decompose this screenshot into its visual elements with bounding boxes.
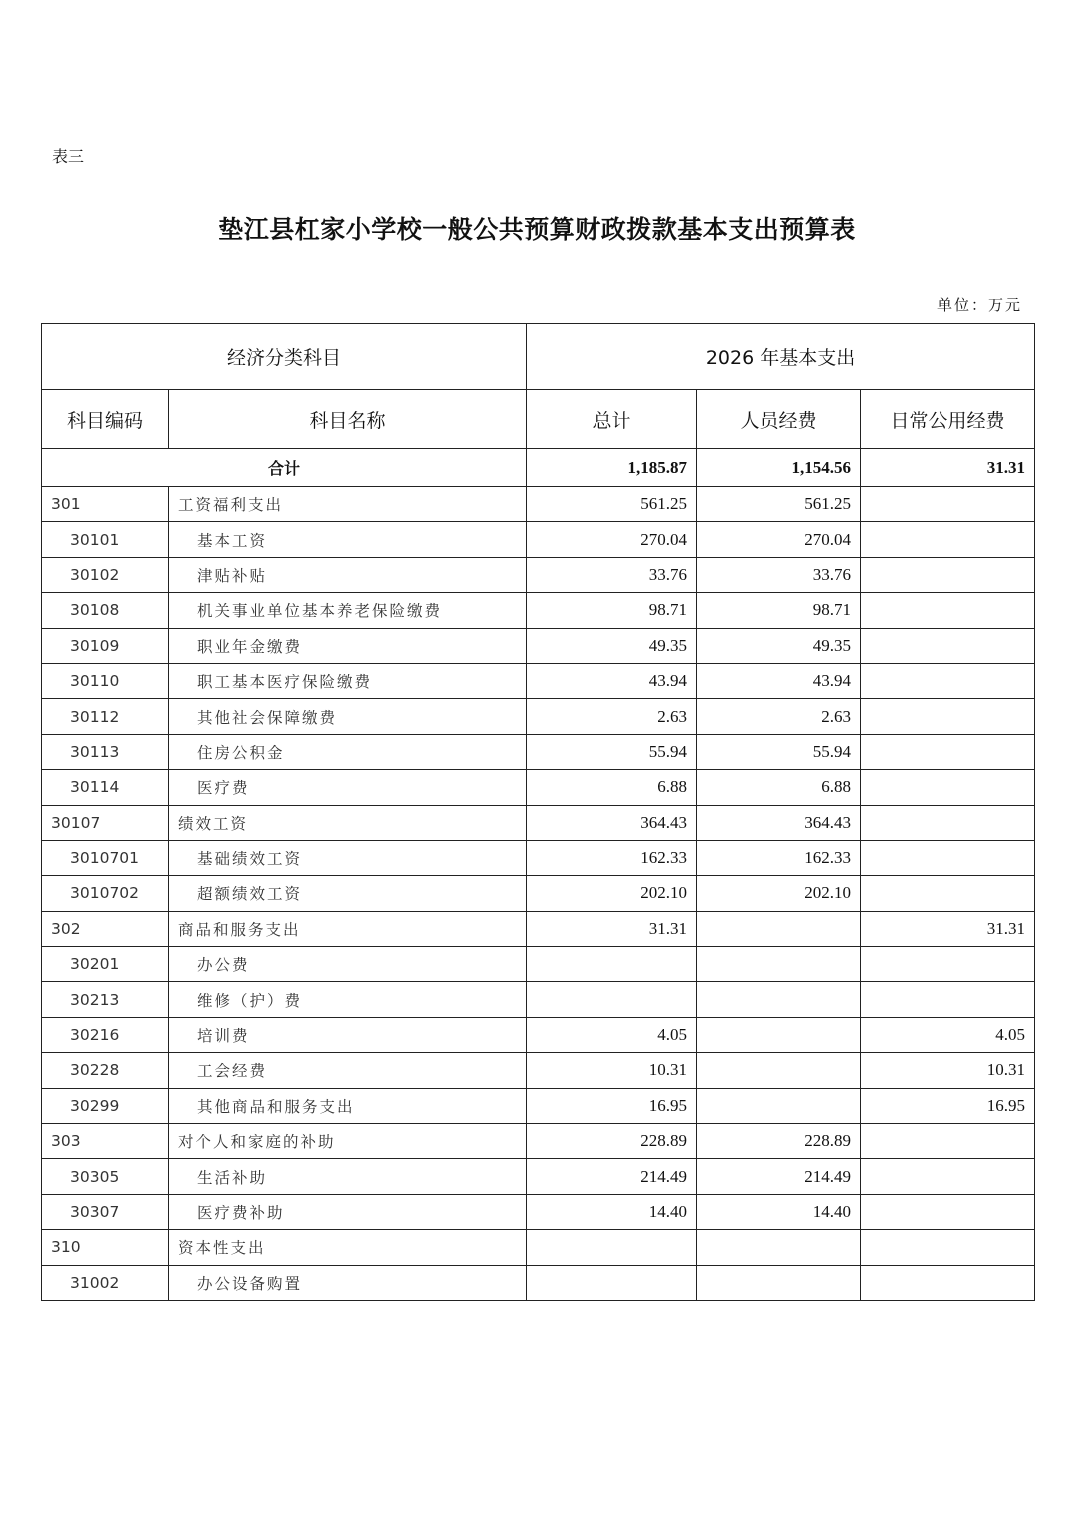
row-personnel: 364.43 xyxy=(697,805,861,840)
row-public xyxy=(861,628,1035,663)
row-public xyxy=(861,699,1035,734)
row-name: 其他商品和服务支出 xyxy=(169,1088,527,1123)
row-name: 超额绩效工资 xyxy=(169,876,527,911)
row-public xyxy=(861,663,1035,698)
table-row xyxy=(42,770,1035,805)
row-personnel: 33.76 xyxy=(697,557,861,592)
table-row xyxy=(42,487,1035,522)
table-row xyxy=(42,911,1035,946)
row-name: 住房公积金 xyxy=(169,734,527,769)
row-code: 30102 xyxy=(42,557,169,592)
table-row xyxy=(42,1124,1035,1159)
row-personnel xyxy=(697,1230,861,1265)
header-name: 科目名称 xyxy=(169,390,527,449)
row-public xyxy=(861,522,1035,557)
table-row xyxy=(42,982,1035,1017)
row-code: 31002 xyxy=(42,1265,169,1300)
table-label: 表三 xyxy=(52,147,85,166)
table-row xyxy=(42,699,1035,734)
header-code: 科目编码 xyxy=(42,390,169,449)
row-total xyxy=(527,1265,697,1300)
row-code: 301 xyxy=(42,487,169,522)
row-total: 4.05 xyxy=(527,1017,697,1052)
row-code: 303 xyxy=(42,1124,169,1159)
row-public xyxy=(861,734,1035,769)
row-personnel: 43.94 xyxy=(697,663,861,698)
row-total xyxy=(527,947,697,982)
row-total: 43.94 xyxy=(527,663,697,698)
row-public xyxy=(861,805,1035,840)
row-total: 270.04 xyxy=(527,522,697,557)
total-label: 合计 xyxy=(42,449,527,487)
row-public xyxy=(861,557,1035,592)
row-public xyxy=(861,1194,1035,1229)
row-public: 16.95 xyxy=(861,1088,1035,1123)
row-total: 202.10 xyxy=(527,876,697,911)
header-basic-expenditure: 2026 年基本支出 xyxy=(527,324,1035,390)
table-row xyxy=(42,1088,1035,1123)
row-personnel xyxy=(697,947,861,982)
row-code: 310 xyxy=(42,1230,169,1265)
row-total: 228.89 xyxy=(527,1124,697,1159)
row-name: 职工基本医疗保险缴费 xyxy=(169,663,527,698)
row-name: 绩效工资 xyxy=(169,805,527,840)
row-total: 14.40 xyxy=(527,1194,697,1229)
row-total: 31.31 xyxy=(527,911,697,946)
row-personnel xyxy=(697,982,861,1017)
row-public xyxy=(861,840,1035,875)
table-row xyxy=(42,628,1035,663)
row-total: 98.71 xyxy=(527,593,697,628)
row-name: 商品和服务支出 xyxy=(169,911,527,946)
row-code: 30107 xyxy=(42,805,169,840)
row-personnel: 228.89 xyxy=(697,1124,861,1159)
row-personnel: 2.63 xyxy=(697,699,861,734)
row-name: 医疗费 xyxy=(169,770,527,805)
header-row-group xyxy=(42,324,1035,390)
row-code: 30216 xyxy=(42,1017,169,1052)
row-code: 30305 xyxy=(42,1159,169,1194)
row-personnel: 55.94 xyxy=(697,734,861,769)
unit-label: 单位：万元 xyxy=(936,296,1022,314)
row-personnel: 6.88 xyxy=(697,770,861,805)
row-personnel: 162.33 xyxy=(697,840,861,875)
table-row xyxy=(42,593,1035,628)
row-total: 214.49 xyxy=(527,1159,697,1194)
row-public xyxy=(861,1124,1035,1159)
row-code: 302 xyxy=(42,911,169,946)
total-public: 31.31 xyxy=(861,449,1035,487)
row-personnel: 202.10 xyxy=(697,876,861,911)
header-public: 日常公用经费 xyxy=(861,390,1035,449)
row-code: 30110 xyxy=(42,663,169,698)
row-public: 31.31 xyxy=(861,911,1035,946)
row-name: 基础绩效工资 xyxy=(169,840,527,875)
row-total xyxy=(527,982,697,1017)
row-total: 364.43 xyxy=(527,805,697,840)
row-name: 办公设备购置 xyxy=(169,1265,527,1300)
header-row-columns xyxy=(42,390,1035,449)
row-code: 30108 xyxy=(42,593,169,628)
table-row xyxy=(42,1230,1035,1265)
row-name: 对个人和家庭的补助 xyxy=(169,1124,527,1159)
budget-table xyxy=(41,323,1035,1301)
row-total: 49.35 xyxy=(527,628,697,663)
row-personnel: 270.04 xyxy=(697,522,861,557)
row-total: 2.63 xyxy=(527,699,697,734)
row-public xyxy=(861,982,1035,1017)
row-name: 培训费 xyxy=(169,1017,527,1052)
row-personnel xyxy=(697,1017,861,1052)
row-name: 生活补助 xyxy=(169,1159,527,1194)
table-row xyxy=(42,734,1035,769)
table-row xyxy=(42,805,1035,840)
table-row xyxy=(42,947,1035,982)
row-code: 30201 xyxy=(42,947,169,982)
row-code: 30307 xyxy=(42,1194,169,1229)
row-personnel: 98.71 xyxy=(697,593,861,628)
row-name: 基本工资 xyxy=(169,522,527,557)
row-personnel: 561.25 xyxy=(697,487,861,522)
row-total: 55.94 xyxy=(527,734,697,769)
table-row xyxy=(42,1159,1035,1194)
row-public xyxy=(861,770,1035,805)
total-row xyxy=(42,449,1035,487)
table-row xyxy=(42,557,1035,592)
table-row xyxy=(42,522,1035,557)
row-total: 6.88 xyxy=(527,770,697,805)
row-code: 30228 xyxy=(42,1053,169,1088)
page-title: 垫江县杠家小学校一般公共预算财政拨款基本支出预算表 xyxy=(218,215,856,244)
row-personnel xyxy=(697,1088,861,1123)
table-row xyxy=(42,1194,1035,1229)
row-name: 维修（护）费 xyxy=(169,982,527,1017)
row-personnel: 214.49 xyxy=(697,1159,861,1194)
row-name: 工资福利支出 xyxy=(169,487,527,522)
row-code: 30101 xyxy=(42,522,169,557)
row-personnel: 14.40 xyxy=(697,1194,861,1229)
header-personnel: 人员经费 xyxy=(697,390,861,449)
row-total: 561.25 xyxy=(527,487,697,522)
total-personnel: 1,154.56 xyxy=(697,449,861,487)
row-code: 30299 xyxy=(42,1088,169,1123)
row-code: 30113 xyxy=(42,734,169,769)
table-row xyxy=(42,663,1035,698)
row-total: 10.31 xyxy=(527,1053,697,1088)
row-public xyxy=(861,1230,1035,1265)
row-name: 资本性支出 xyxy=(169,1230,527,1265)
table-row xyxy=(42,1017,1035,1052)
row-total: 16.95 xyxy=(527,1088,697,1123)
row-public xyxy=(861,487,1035,522)
total-total: 1,185.87 xyxy=(527,449,697,487)
row-code: 30112 xyxy=(42,699,169,734)
row-name: 办公费 xyxy=(169,947,527,982)
row-code: 3010702 xyxy=(42,876,169,911)
row-public xyxy=(861,1159,1035,1194)
header-economic-classification: 经济分类科目 xyxy=(42,324,527,390)
table-row xyxy=(42,840,1035,875)
row-public xyxy=(861,593,1035,628)
row-public: 10.31 xyxy=(861,1053,1035,1088)
row-public xyxy=(861,876,1035,911)
row-name: 医疗费补助 xyxy=(169,1194,527,1229)
row-name: 其他社会保障缴费 xyxy=(169,699,527,734)
row-code: 30114 xyxy=(42,770,169,805)
row-total xyxy=(527,1230,697,1265)
row-public xyxy=(861,1265,1035,1300)
row-personnel xyxy=(697,911,861,946)
row-personnel: 49.35 xyxy=(697,628,861,663)
row-name: 津贴补贴 xyxy=(169,557,527,592)
row-total: 33.76 xyxy=(527,557,697,592)
row-code: 3010701 xyxy=(42,840,169,875)
row-public: 4.05 xyxy=(861,1017,1035,1052)
header-total: 总计 xyxy=(527,390,697,449)
row-name: 工会经费 xyxy=(169,1053,527,1088)
row-personnel xyxy=(697,1053,861,1088)
row-public xyxy=(861,947,1035,982)
row-name: 机关事业单位基本养老保险缴费 xyxy=(169,593,527,628)
row-personnel xyxy=(697,1265,861,1300)
row-total: 162.33 xyxy=(527,840,697,875)
row-code: 30213 xyxy=(42,982,169,1017)
table-row xyxy=(42,876,1035,911)
row-code: 30109 xyxy=(42,628,169,663)
table-row xyxy=(42,1265,1035,1300)
table-row xyxy=(42,1053,1035,1088)
row-name: 职业年金缴费 xyxy=(169,628,527,663)
